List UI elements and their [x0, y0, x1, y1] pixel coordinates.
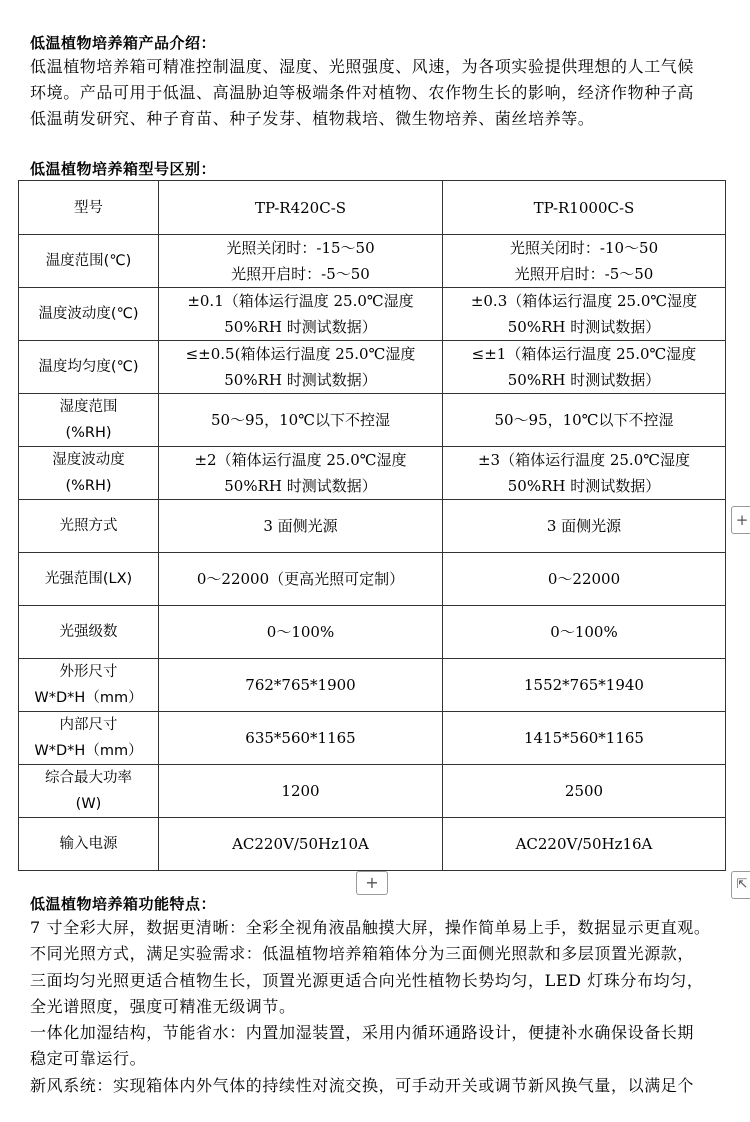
cell-line: 光强级数	[59, 624, 118, 640]
cell-line: ±3（箱体运行温度 25.0℃湿度	[477, 451, 691, 469]
spec-value-model-2	[443, 553, 726, 606]
cell-line: 0～22000	[547, 570, 621, 588]
cell-line: 635*560*1165	[245, 729, 356, 747]
spec-label-cell	[19, 394, 159, 447]
models-heading: 低温植物培养箱型号区别：	[30, 160, 217, 178]
cell-line: 50～95，10℃以下不控湿	[494, 411, 674, 429]
cell-line: (W)	[75, 796, 102, 812]
spec-value-model-2	[443, 500, 726, 553]
edge-expand-button[interactable]: +	[731, 506, 750, 534]
cell-line: 光照关闭时：-15～50	[226, 239, 375, 257]
add-section-button[interactable]: +	[356, 871, 388, 895]
cell-line: (%RH)	[65, 478, 112, 494]
table-row	[19, 659, 726, 712]
cell-line: ±0.3（箱体运行温度 25.0℃湿度	[470, 292, 698, 310]
cell-line: 50%RH 时测试数据）	[224, 318, 377, 336]
cell-line: 50%RH 时测试数据）	[507, 477, 661, 495]
table-row	[19, 288, 726, 341]
cell-line: AC220V/50Hz10A	[232, 835, 369, 853]
cell-line: 1552*765*1940	[524, 676, 644, 694]
table-row	[19, 712, 726, 765]
intro-paragraph	[30, 54, 724, 132]
cell-line: 内部尺寸	[59, 717, 118, 733]
cell-line: 光照关闭时：-10～50	[509, 239, 659, 257]
cell-line: 1415*560*1165	[524, 729, 644, 747]
table-row	[19, 818, 726, 871]
cell-line: ≤±0.5(箱体运行温度 25.0℃湿度	[185, 345, 416, 363]
cell-line: W*D*H（mm）	[34, 743, 143, 759]
cell-line: 光强范围(LX)	[44, 571, 133, 587]
spec-label-cell	[19, 235, 159, 288]
spec-value-model-2	[443, 235, 726, 288]
cell-line: 0～100%	[266, 623, 335, 641]
intro-line: 低温萌发研究、种子育苗、种子发芽、植物栽培、微生物培养、菌丝培养等。	[30, 109, 595, 128]
cell-line: ±2（箱体运行温度 25.0℃湿度	[194, 451, 407, 469]
cell-line: 综合最大功率	[45, 770, 132, 786]
cell-line: 1200	[281, 782, 320, 800]
cell-line: 湿度波动度	[52, 452, 125, 468]
spec-value-model-2	[443, 765, 726, 818]
feature-line: 7 寸全彩大屏，数据更清晰：全彩全视角液晶触摸大屏，操作简单易上手，数据显示更直观。	[30, 918, 711, 937]
cell-line: ≤±1（箱体运行温度 25.0℃湿度	[471, 345, 697, 363]
cell-line: 光照开启时：-5～50	[514, 265, 654, 283]
spec-label-cell	[19, 765, 159, 818]
table-row	[19, 235, 726, 288]
feature-line: 一体化加湿结构，节能省水：内置加湿装置，采用内循环通路设计，便捷补水确保设备长期	[30, 1023, 695, 1043]
spec-value-model-1	[159, 659, 443, 712]
cell-line: 50%RH 时测试数据）	[224, 371, 377, 389]
spec-value-model-1	[159, 712, 443, 765]
spec-value-model-1	[159, 553, 443, 606]
spec-value-model-1	[159, 394, 443, 447]
cell-line: 光照方式	[59, 518, 118, 534]
cell-line: 762*765*1900	[245, 676, 356, 694]
cell-line: 50%RH 时测试数据）	[507, 371, 661, 389]
spec-value-model-1	[159, 500, 443, 553]
cell-line: 50%RH 时测试数据）	[507, 318, 661, 336]
intro-line: 低温植物培养箱可精准控制温度、湿度、光照强度、风速，为各项实验提供理想的人工气候	[30, 57, 695, 76]
features-paragraph	[30, 915, 724, 1099]
cell-line: W*D*H（mm）	[34, 690, 143, 706]
cell-line: 3 面侧光源	[546, 517, 622, 535]
intro-line: 环境。产品可用于低温、高温胁迫等极端条件对植物、农作物生长的影响，经济作物种子高	[30, 83, 695, 102]
spec-value-model-1	[159, 765, 443, 818]
feature-line: 新风系统：实现箱体内外气体的持续性对流交换，可手动开关或调节新风换气量，以满足个	[30, 1075, 695, 1095]
spec-label-cell	[19, 606, 159, 659]
spec-label-cell	[19, 659, 159, 712]
features-heading: 低温植物培养箱功能特点：	[30, 895, 217, 913]
spec-value-model-2	[443, 341, 726, 394]
feature-line: 三面均匀光照更适合植物生长，顶置光源更适合向光性植物长势均匀，LED 灯珠分布均匀，	[30, 970, 704, 990]
spec-value-model-2	[443, 659, 726, 712]
spec-value-model-1	[159, 288, 443, 341]
spec-value-model-1	[159, 235, 443, 288]
table-row	[19, 606, 726, 659]
table-row	[19, 341, 726, 394]
cell-line: 外形尺寸	[59, 664, 118, 680]
feature-line: 不同光照方式，满足实验需求：低温植物培养箱箱体分为三面侧光照款和多层顶置光源款，	[30, 944, 695, 964]
cell-line: 光照开启时：-5～50	[231, 265, 370, 283]
header-model-2: TP-R1000C-S	[443, 181, 726, 235]
spec-value-model-2	[443, 818, 726, 871]
table-row	[19, 500, 726, 553]
header-model-1: TP-R420C-S	[159, 181, 443, 235]
cell-line: 0～22000（更高光照可定制）	[196, 570, 405, 588]
intro-heading: 低温植物培养箱产品介绍：	[30, 34, 217, 52]
spec-value-model-2	[443, 606, 726, 659]
cell-line: 温度范围(℃)	[45, 253, 132, 269]
corner-expand-button[interactable]: ⇱	[731, 871, 750, 899]
cell-line: (%RH)	[65, 425, 112, 441]
table-row	[19, 765, 726, 818]
table-header-row	[19, 181, 726, 235]
spec-label-cell	[19, 500, 159, 553]
cell-line: ±0.1（箱体运行温度 25.0℃湿度	[187, 292, 414, 310]
cell-line: 温度均匀度(℃)	[38, 359, 139, 375]
feature-line: 稳定可靠运行。	[30, 1049, 147, 1069]
cell-line: 湿度范围	[59, 399, 118, 415]
spec-value-model-2	[443, 394, 726, 447]
spec-value-model-2	[443, 288, 726, 341]
spec-label-cell	[19, 712, 159, 765]
spec-label-cell	[19, 818, 159, 871]
spec-label-cell	[19, 288, 159, 341]
header-label-cell: 型号	[19, 181, 159, 235]
spec-value-model-1	[159, 818, 443, 871]
spec-label-cell	[19, 553, 159, 606]
cell-line: 温度波动度(℃)	[38, 306, 139, 322]
spec-value-model-2	[443, 447, 726, 500]
cell-line: 3 面侧光源	[263, 517, 338, 535]
spec-label-cell	[19, 447, 159, 500]
table-row	[19, 394, 726, 447]
cell-line: 2500	[564, 782, 604, 800]
cell-line: AC220V/50Hz16A	[515, 835, 653, 853]
cell-line: 输入电源	[59, 836, 118, 852]
spec-label-cell	[19, 341, 159, 394]
cell-line: 0～100%	[550, 623, 618, 641]
spec-value-model-1	[159, 447, 443, 500]
feature-line: 全光谱照度，强度可精准无级调节。	[30, 996, 296, 1016]
spec-value-model-1	[159, 606, 443, 659]
table-row	[19, 553, 726, 606]
table-row	[19, 447, 726, 500]
model-spec-table	[18, 180, 726, 871]
spec-value-model-2	[443, 712, 726, 765]
spec-value-model-1	[159, 341, 443, 394]
cell-line: 50%RH 时测试数据）	[224, 477, 377, 495]
cell-line: 50～95，10℃以下不控湿	[210, 411, 391, 429]
